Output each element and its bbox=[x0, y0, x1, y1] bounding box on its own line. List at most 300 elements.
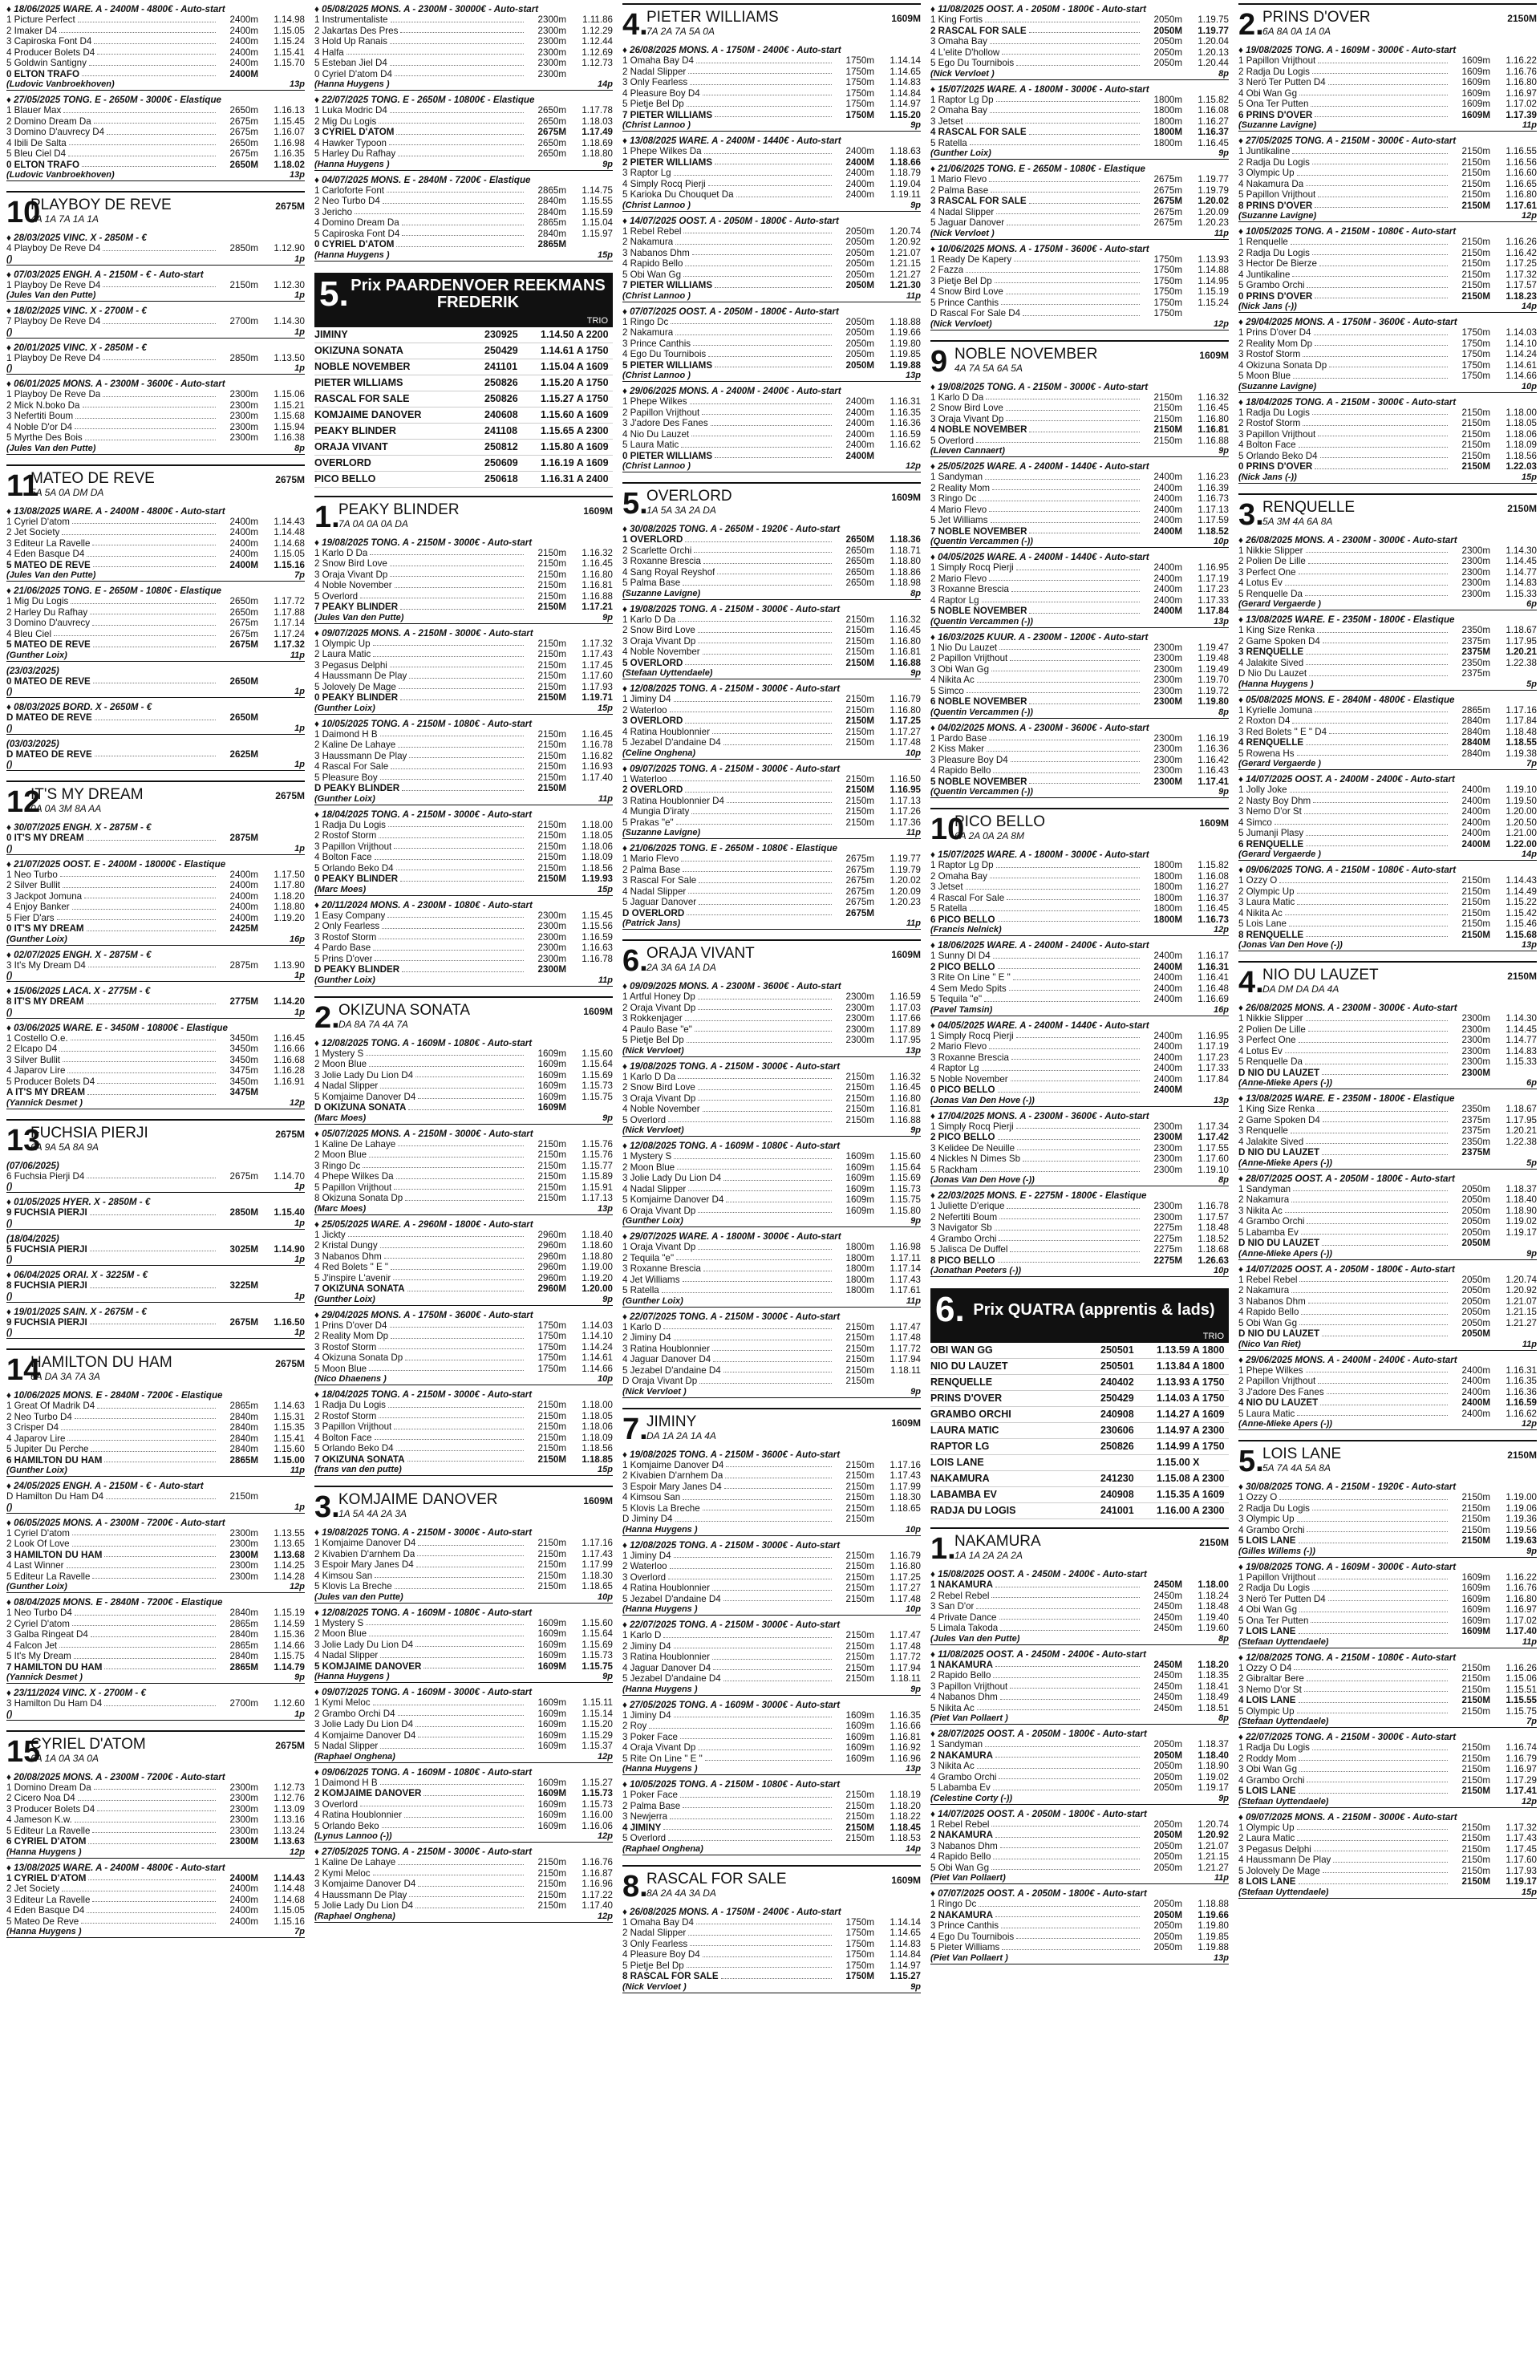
runner-name: 1 Sandyman bbox=[930, 472, 983, 482]
dot-leader bbox=[991, 185, 1140, 193]
runner-name: 5 LOIS LANE bbox=[1238, 1786, 1296, 1796]
race-entry bbox=[930, 1190, 1229, 1277]
distance: 2150m bbox=[845, 773, 874, 785]
horse-form: 1A 5A 4A 2A 3A bbox=[338, 1508, 407, 1519]
dot-leader bbox=[1029, 424, 1140, 432]
result-row bbox=[1238, 1823, 1537, 1834]
runner-name: 4 Lotus Ev bbox=[1238, 578, 1283, 588]
runner-name: 3 J'adore Des Fanes bbox=[622, 418, 708, 428]
time: 1.16.80 bbox=[582, 569, 613, 580]
race-field-size: 5p bbox=[1526, 679, 1537, 689]
distance: 2150m bbox=[845, 1652, 874, 1662]
result-row bbox=[622, 1344, 921, 1355]
distance: 2625M bbox=[229, 748, 258, 760]
runner-name: 3 Hamilton Du Ham D4 bbox=[6, 1698, 103, 1709]
result-row bbox=[1238, 360, 1537, 371]
prix-bet-type: TRIO bbox=[930, 1332, 1229, 1343]
time: 1.16.50 bbox=[274, 1316, 305, 1328]
distance: 2450m bbox=[1153, 1670, 1182, 1681]
runner-name: 4 Haussmann De Play bbox=[314, 671, 407, 681]
result-row bbox=[622, 226, 921, 237]
runner-name: 1 Juliette D'erique bbox=[930, 1201, 1005, 1211]
race-field-size: 13p bbox=[906, 1764, 921, 1774]
dot-leader bbox=[1303, 349, 1448, 357]
time: 1.21.07 bbox=[890, 247, 921, 258]
distance: 2400m bbox=[229, 1905, 258, 1916]
result-row bbox=[314, 58, 613, 69]
result-row bbox=[6, 1629, 305, 1640]
time: 1.19.11 bbox=[890, 189, 921, 200]
runner-name: 5 Papillon Vrijthout bbox=[1238, 189, 1316, 200]
time bbox=[1490, 668, 1537, 679]
time: 1.16.78 bbox=[1198, 1201, 1229, 1211]
dot-leader bbox=[388, 820, 524, 828]
dot-leader bbox=[662, 1285, 832, 1293]
distance: 2050m bbox=[1461, 1285, 1490, 1295]
runner-name: 6 PICO BELLO bbox=[930, 914, 995, 925]
distance: 2275M bbox=[1153, 1255, 1182, 1266]
distance: 2675m bbox=[229, 618, 258, 628]
jockey-line bbox=[6, 1672, 305, 1684]
horse-number: 8. bbox=[622, 1869, 648, 1904]
result-row bbox=[622, 1024, 921, 1036]
result-row bbox=[930, 1863, 1229, 1874]
result-row bbox=[314, 1092, 613, 1103]
prix-row bbox=[930, 1503, 1229, 1519]
time: 1.17.88 bbox=[274, 606, 305, 618]
result-row bbox=[314, 1879, 613, 1890]
time bbox=[566, 1102, 613, 1113]
time: 1.14.14 bbox=[890, 55, 921, 66]
time: 1.14.10 bbox=[582, 1331, 613, 1341]
time: 1.14.14 bbox=[890, 1916, 921, 1928]
distance: 2675m bbox=[1153, 174, 1182, 184]
time: 1.18.09 bbox=[582, 852, 613, 862]
race-header: ♦ 08/04/2025 MONS. E - 2840M - 7200€ - Elastique bbox=[6, 1597, 223, 1608]
jockey-line bbox=[314, 160, 613, 171]
runner-name: 4 Halfa bbox=[314, 47, 344, 58]
result-row bbox=[930, 1841, 1229, 1852]
distance: 2400m bbox=[1153, 493, 1182, 504]
time: 1.20.13 bbox=[1198, 47, 1229, 58]
time: 1.26.63 bbox=[1198, 1255, 1229, 1266]
time: 1.15.60 bbox=[274, 1444, 305, 1454]
jockey-name: (Quentin Vercammen (-)) bbox=[930, 707, 1033, 717]
distance: 2150m bbox=[1461, 1865, 1490, 1876]
horse-header bbox=[622, 482, 921, 519]
column-3 bbox=[622, 0, 921, 2380]
horse-form: 6A 8A 0A 1A 0A bbox=[1262, 26, 1331, 37]
result-row bbox=[314, 660, 613, 671]
distance: 1609m bbox=[1461, 1571, 1490, 1583]
dot-leader bbox=[1297, 886, 1448, 894]
result-row bbox=[314, 1364, 613, 1375]
distance: 2150m bbox=[537, 1182, 566, 1193]
horse-block bbox=[6, 191, 305, 455]
prix-row bbox=[314, 424, 613, 440]
runner-name: 5 Limala Takoda bbox=[930, 1623, 999, 1633]
distance: 2650m bbox=[229, 105, 258, 116]
time: 1.15.42 bbox=[1506, 907, 1537, 918]
time: 1.16.74 bbox=[1506, 1742, 1537, 1753]
dot-leader bbox=[1318, 1376, 1448, 1384]
horse-header bbox=[622, 3, 921, 40]
result-row bbox=[314, 682, 613, 693]
runner-name: 5 Klovis La Breche bbox=[622, 1502, 700, 1514]
jockey-name: (Nick Vervloet ) bbox=[622, 1386, 687, 1397]
dot-leader bbox=[1016, 1932, 1140, 1940]
distance: 2300m bbox=[537, 25, 566, 36]
time: 1.17.49 bbox=[582, 127, 613, 137]
distance: 1609m bbox=[537, 1729, 566, 1741]
distance: 2150m bbox=[845, 817, 874, 828]
dot-leader bbox=[1299, 1786, 1448, 1794]
runner-name: 4 Grambo Orchi bbox=[1238, 1774, 1305, 1786]
dot-leader bbox=[418, 1879, 524, 1887]
time: 1.16.78 bbox=[582, 740, 613, 750]
distance: 2300m bbox=[229, 432, 258, 443]
dot-leader bbox=[670, 1561, 832, 1569]
horse-name: PICO BELLO bbox=[954, 813, 1045, 830]
runner-name: D OKIZUNA SONATA bbox=[314, 1102, 407, 1113]
time: 1.15.41 bbox=[274, 1433, 305, 1444]
runner-name: 5 Moon Blue bbox=[1238, 371, 1291, 381]
time: 1.19.47 bbox=[1198, 642, 1229, 653]
time bbox=[258, 676, 305, 687]
runner-name: 1 Mystery S bbox=[622, 1151, 672, 1162]
result-row bbox=[622, 817, 921, 829]
runner-name: 3 Nabanos Dhm bbox=[622, 247, 690, 258]
dot-leader bbox=[75, 1608, 216, 1616]
time: 1.16.42 bbox=[1506, 247, 1537, 258]
dot-leader bbox=[683, 1492, 832, 1500]
result-row bbox=[930, 951, 1229, 962]
time: 1.18.40 bbox=[1198, 1750, 1229, 1761]
result-row bbox=[314, 185, 613, 197]
runner-name: 2 Rostof Storm bbox=[1238, 418, 1301, 428]
jockey-line bbox=[930, 787, 1229, 798]
runner-name: 4 Private Dance bbox=[930, 1612, 997, 1623]
dot-leader bbox=[1293, 371, 1448, 379]
result-row bbox=[314, 1697, 613, 1709]
horse-header bbox=[930, 808, 1229, 845]
dot-leader bbox=[424, 1661, 524, 1669]
race-entry bbox=[930, 1729, 1229, 1805]
time: 1.15.89 bbox=[582, 1171, 613, 1182]
dot-leader bbox=[715, 280, 832, 288]
prix-horse: RENQUELLE bbox=[930, 1377, 993, 1388]
race-header: ♦ 30/08/2025 TONG. A - 2150M - 1920€ - Auto-start bbox=[1238, 1482, 1457, 1492]
result-row bbox=[622, 327, 921, 339]
jockey-name: (Jonas Van Den Hove (-)) bbox=[1238, 940, 1343, 950]
prix-best-time: 1.15.20 A 1750 bbox=[541, 376, 609, 388]
race-header: ♦ 29/06/2025 MONS. A - 2400M - 2400€ - Auto-start bbox=[622, 386, 841, 396]
time: 1.16.35 bbox=[890, 407, 921, 418]
dot-leader bbox=[94, 36, 216, 44]
distance: 2150m bbox=[845, 1593, 874, 1604]
time: 1.17.93 bbox=[1506, 1865, 1537, 1876]
result-row bbox=[1238, 1583, 1537, 1594]
distance: 2050M bbox=[1153, 1830, 1182, 1840]
result-row bbox=[314, 639, 613, 650]
runner-name: 4 Paulo Base "e" bbox=[622, 1024, 692, 1035]
time: 1.14.63 bbox=[274, 1401, 305, 1411]
dot-leader bbox=[1315, 461, 1448, 469]
time: 1.16.17 bbox=[1198, 951, 1229, 961]
dot-leader bbox=[398, 1857, 524, 1865]
dot-leader bbox=[991, 1819, 1140, 1827]
race-field-size: 12p bbox=[1522, 1419, 1537, 1429]
distance: 2300m bbox=[1461, 566, 1490, 578]
runner-name: 5 Rite On Line " E " bbox=[622, 1753, 703, 1764]
runner-name: 1 Mig Du Logis bbox=[6, 596, 69, 606]
distance: 2150m bbox=[537, 638, 566, 649]
time: 1.17.57 bbox=[1198, 1211, 1229, 1222]
column-4 bbox=[930, 0, 1229, 2380]
result-row bbox=[1238, 716, 1537, 727]
time: 1.17.16 bbox=[582, 1538, 613, 1548]
result-row bbox=[1238, 1742, 1537, 1754]
time: 1.20.02 bbox=[890, 875, 921, 886]
runner-name: 1 Sandyman bbox=[1238, 1183, 1291, 1194]
distance: 1750m bbox=[1461, 327, 1490, 338]
distance: 2300m bbox=[229, 1825, 258, 1836]
distance: 2400m bbox=[1153, 482, 1182, 493]
race-distance: 1609M bbox=[891, 492, 921, 503]
dot-leader bbox=[72, 1528, 216, 1536]
runner-name: 2 Rapido Bello bbox=[930, 1670, 991, 1681]
dot-leader bbox=[54, 629, 216, 637]
distance: 2960m bbox=[537, 1251, 566, 1262]
dot-leader bbox=[676, 817, 832, 825]
distance: 1750m bbox=[845, 66, 874, 77]
distance: 1750m bbox=[845, 1960, 874, 1971]
runner-name: 4 Enjoy Banker bbox=[6, 902, 70, 912]
result-row bbox=[1238, 189, 1537, 201]
dot-leader bbox=[103, 316, 216, 324]
runner-name: 5 Laura Matic bbox=[1238, 1408, 1295, 1419]
result-row bbox=[930, 217, 1229, 229]
horse-header bbox=[314, 1486, 613, 1522]
time: 1.18.36 bbox=[890, 534, 921, 545]
dot-leader bbox=[698, 1093, 832, 1101]
distance: 1609m bbox=[845, 1753, 874, 1764]
runner-name: 1 Simply Rocq Pierji bbox=[930, 1030, 1014, 1041]
time: 1.14.61 bbox=[1506, 359, 1537, 371]
dot-leader bbox=[1308, 1024, 1448, 1032]
dot-leader bbox=[415, 1900, 524, 1908]
time: 1.19.70 bbox=[1198, 675, 1229, 685]
dot-leader bbox=[699, 1376, 832, 1384]
distance: 1800m bbox=[1153, 116, 1182, 127]
result-row bbox=[1238, 1604, 1537, 1616]
result-row bbox=[314, 105, 613, 116]
time: 1.15.31 bbox=[274, 1411, 305, 1422]
horse-block bbox=[314, 1486, 613, 1923]
dot-leader bbox=[1306, 930, 1448, 938]
distance: 2150m bbox=[1461, 418, 1490, 428]
result-row bbox=[6, 749, 305, 760]
dot-leader bbox=[989, 733, 1140, 741]
race-header: ♦ 15/06/2025 LACA. X - 2775M - € bbox=[6, 986, 151, 996]
dot-leader bbox=[691, 806, 832, 814]
jockey-name: (Anne-Mieke Apers (-)) bbox=[1238, 1158, 1332, 1168]
race-field-size: 7p bbox=[294, 1927, 305, 1936]
runner-name: 2 Cyriel D'atom bbox=[6, 1618, 70, 1629]
distance: 1800m bbox=[1153, 860, 1182, 870]
time: 1.18.71 bbox=[890, 545, 921, 556]
result-row bbox=[930, 664, 1229, 675]
distance: 2400m bbox=[845, 440, 874, 450]
jockey-name: (Quentin Vercammen (-)) bbox=[930, 616, 1033, 626]
runner-name: 5 Renquelle Da bbox=[1238, 588, 1303, 599]
result-row bbox=[930, 1819, 1229, 1831]
runner-name: 1 Carloforte Font bbox=[314, 184, 384, 196]
time: 1.16.80 bbox=[1506, 1593, 1537, 1604]
time: 1.18.49 bbox=[1198, 1692, 1229, 1702]
time: 1.20.74 bbox=[1506, 1274, 1537, 1285]
race-header: ♦ 13/08/2025 WARE. E - 2350M - 1800€ - Elastique bbox=[1238, 1093, 1455, 1104]
time: 1.20.92 bbox=[1506, 1285, 1537, 1295]
result-row bbox=[622, 1652, 921, 1663]
distance: 2150m bbox=[229, 279, 258, 290]
dot-leader bbox=[405, 1193, 524, 1201]
race-field-size: 11p bbox=[906, 828, 921, 837]
distance: 2150m bbox=[845, 1364, 874, 1376]
prix-horse: LABAMBA EV bbox=[930, 1489, 997, 1500]
jockey-line bbox=[622, 1982, 921, 1993]
result-row bbox=[930, 58, 1229, 69]
dot-leader bbox=[703, 1104, 832, 1112]
result-row bbox=[930, 254, 1229, 266]
result-row bbox=[314, 1549, 613, 1560]
dot-leader bbox=[712, 1344, 832, 1352]
distance: 2650m bbox=[845, 578, 874, 588]
time: 1.13.63 bbox=[274, 1836, 305, 1847]
time: 1.20.02 bbox=[1198, 196, 1229, 206]
race-entry bbox=[6, 950, 305, 983]
result-row bbox=[1238, 1328, 1537, 1340]
dot-leader bbox=[373, 1868, 524, 1876]
runner-name: 1 Karlo D Da bbox=[622, 1071, 676, 1082]
result-row bbox=[314, 1581, 613, 1592]
result-row bbox=[1238, 1754, 1537, 1765]
distance: 2400m bbox=[229, 47, 258, 58]
runner-name: 3 Olympic Up bbox=[1238, 1514, 1295, 1524]
runner-name: 4 Lotus Ev bbox=[1238, 1045, 1283, 1056]
result-row bbox=[314, 196, 613, 207]
result-row bbox=[622, 110, 921, 121]
result-row bbox=[930, 1932, 1229, 1943]
dot-leader bbox=[977, 675, 1140, 683]
jockey-name: (Jonas Van Den Hove (-)) bbox=[930, 1175, 1035, 1185]
runner-name: 5 Komjaime Danover D4 bbox=[622, 1194, 724, 1205]
result-row bbox=[6, 116, 305, 128]
jockey-line bbox=[6, 444, 305, 455]
dot-leader bbox=[1029, 526, 1140, 534]
race-field-size: 12p bbox=[1522, 1796, 1537, 1806]
dot-leader bbox=[681, 853, 832, 862]
distance: 2050m bbox=[1153, 1942, 1182, 1952]
race-header: ♦ 25/05/2025 WARE. A - 2400M - 1440€ - Auto-start bbox=[930, 461, 1149, 472]
time: 1.16.78 bbox=[582, 953, 613, 964]
result-row bbox=[6, 1662, 305, 1673]
runner-name: 3 Hector De Bierze bbox=[1238, 258, 1317, 269]
result-row bbox=[930, 1579, 1229, 1591]
distance: 1609m bbox=[537, 1798, 566, 1810]
dot-leader bbox=[355, 207, 524, 215]
distance: 2150m bbox=[845, 1321, 874, 1332]
runner-name: 1 Kaline De Lahaye bbox=[314, 1138, 396, 1149]
time: 1.12.73 bbox=[582, 58, 613, 68]
race-field-size: 15p bbox=[598, 1465, 613, 1474]
time: 1.17.25 bbox=[890, 1571, 921, 1583]
dot-leader bbox=[671, 317, 832, 325]
dot-leader bbox=[380, 772, 524, 780]
result-row bbox=[930, 276, 1229, 287]
jockey-name: (Nico Dhaenens ) bbox=[314, 1374, 387, 1384]
dot-leader bbox=[74, 1651, 216, 1659]
prix-horse: LAURA MATIC bbox=[930, 1425, 999, 1436]
distance: 2300m bbox=[1153, 754, 1182, 765]
dot-leader bbox=[999, 1612, 1141, 1620]
race-field-size: 11p bbox=[290, 1466, 305, 1475]
race-header: ♦ 04/05/2025 WARE. A - 2400M - 1440€ - Auto-start bbox=[930, 1020, 1149, 1031]
result-row bbox=[6, 1076, 305, 1088]
distance: 2300m bbox=[1461, 1056, 1490, 1067]
time: 1.18.51 bbox=[1198, 1702, 1229, 1713]
distance: 2150m bbox=[845, 1459, 874, 1470]
dot-leader bbox=[390, 558, 524, 566]
time: 1.17.95 bbox=[1506, 635, 1537, 647]
dot-leader bbox=[1311, 1616, 1448, 1624]
runner-name: 1 Daimond H B bbox=[314, 728, 378, 740]
distance: 2450M bbox=[1153, 1579, 1182, 1590]
result-row bbox=[314, 239, 613, 250]
time: 1.16.97 bbox=[1506, 1604, 1537, 1615]
race-header: ♦ 04/02/2025 MONS. A - 2300M - 3600€ - Auto-start bbox=[930, 722, 1149, 733]
time: 1.18.05 bbox=[1506, 418, 1537, 428]
dot-leader bbox=[1289, 918, 1448, 926]
dot-leader bbox=[1299, 1035, 1448, 1043]
time: 1.18.85 bbox=[582, 1454, 613, 1465]
race-entry bbox=[314, 1310, 613, 1386]
runner-name: 5 Jezabel D'andaine D4 bbox=[622, 1364, 721, 1376]
dot-leader bbox=[380, 1778, 524, 1786]
dot-leader bbox=[1297, 748, 1448, 756]
time: 1.19.77 bbox=[890, 853, 921, 864]
time: 1.18.65 bbox=[890, 1502, 921, 1514]
race-entry bbox=[314, 4, 613, 91]
runner-name: 8 RASCAL FOR SALE bbox=[622, 1971, 719, 1981]
distance: 2300m bbox=[1153, 1121, 1182, 1132]
runner-name: 4 Grambo Orchi bbox=[1238, 1216, 1305, 1226]
time: 1.14.66 bbox=[1506, 371, 1537, 381]
dot-leader bbox=[104, 1550, 216, 1558]
result-row bbox=[1238, 748, 1537, 760]
time: 1.17.55 bbox=[1198, 1142, 1229, 1154]
race-distance: 2150M bbox=[1507, 971, 1537, 982]
distance: 2150m bbox=[537, 1421, 566, 1432]
result-row bbox=[622, 1583, 921, 1594]
result-row bbox=[930, 776, 1229, 788]
time: 1.18.20 bbox=[890, 1800, 921, 1811]
result-row bbox=[622, 774, 921, 785]
distance: 2050m bbox=[1461, 1317, 1490, 1328]
runner-name: 3 Hold Up Ranais bbox=[314, 36, 387, 47]
result-row bbox=[930, 914, 1229, 926]
result-row bbox=[6, 1055, 305, 1066]
